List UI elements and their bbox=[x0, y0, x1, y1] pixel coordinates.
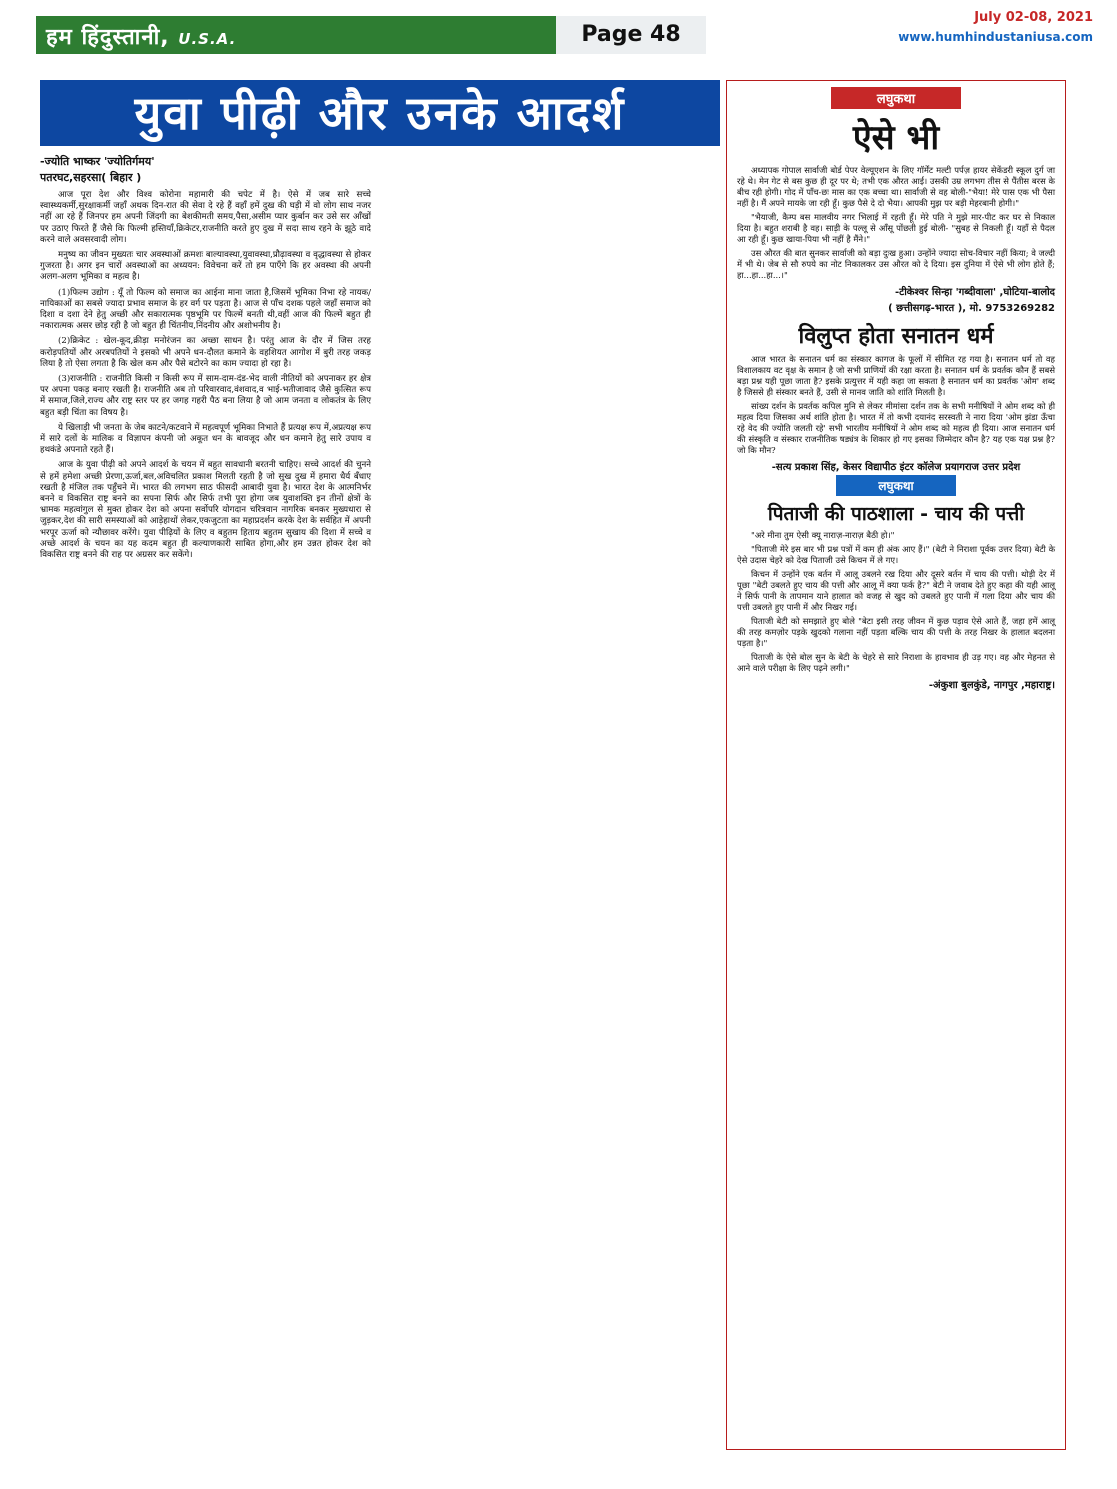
article-paragraph: आज के युवा पीढ़ी को अपने आदर्श के चयन में बहुत सावधानी बरतनी चाहिए। सच्चे आदर्श की चुनने से हमें हमेशा अच्छी प्रेरणा,ऊर्जा,बल,अविचलित प्रकाश मिलती रहती है जो सुख दुख में हमारा धैर्य बँधाए रखती है मंजिल तक पहुँचने में। भारत की लगभग साठ फीसदी आबादी युवा है। भारत देश के आत्मनिर्भर बनने व विकसित राष्ट्र बनने का सपना सिर्फ और सिर्फ तभी पूरा होगा जब युवाशक्ति इन तीनों क्षेत्रों के भ्रामक महत्वांगुल से मुक्त होकर देश को अपना सर्वोपरि योगदान चरित्रवान नागरिक बनकर मुख्यधारा से जुड़कर,देश की सारी समस्याओं को आड़ेहाथों लेकर,एकजुटता का महाप्रदर्शन करके देश के सर्वहित में अपनी भरपूर ऊर्जा को न्यौछावर करेंगे। युवा पीढ़ियों के लिए व बहुतम हिताय बहुतम सुखाय की दिशा में सच्चे व अच्छे आदर्श के चयन का यह कदम बहुत ही कल्याणकारी साबित होगा,और हम उन्नत होकर देश को विकसित राष्ट्र बनने की राह पर अग्रसर कर सकेंगे। bbox=[40, 460, 371, 561]
story-author: -अंकुशा बुलकुंडे, नागपुर ,महाराष्ट्र। bbox=[928, 680, 1055, 691]
story-paragraph: किचन में उन्होंने एक बर्तन में आलू उबलने रख दिया और दूसरे बर्तन में चाय की पत्ती। थोड़ी देर में पूछा "बेटी उबलते हुए चाय की पत्ती और आलू में क्या फर्क है?" बेटी ने जवाब देते हुए कहा की यही आलू ने सिर्फ पानी के तापमान याने हालात को वजह से खुद को उबलते हुए पानी में गला दिया और चाय की पत्ती उबलते हुए पानी में और निखर गई। bbox=[737, 569, 1055, 612]
story-paragraph: "पिताजी मेरे इस बार भी प्रश्न पत्रों में कम ही अंक आए हैं।" (बेटी ने निराशा पूर्वक उत्तर दिया) बेटी के ऐसे उदास चेहरे को देख पिताजी उसे किचन में ले गए। bbox=[737, 544, 1055, 565]
author-location: पतरघट,सहरसा( बिहार ) bbox=[40, 171, 142, 184]
story-paragraph: उस औरत की बात सुनकर सार्वाजी को बड़ा दुःख हुआ। उन्होंने ज्यादा सोच-विचार नहीं किया; वे जल्दी में भी थे। जेब से सौ रुपये का नोट निकालकर उस औरत को दे दिया। इस दुनिया में ऐसे भी लोग होते हैं; हा...हा...हा...।" bbox=[737, 248, 1055, 280]
publication-name bbox=[36, 16, 556, 54]
article-paragraph: मनुष्य का जीवन मुख्यतः चार अवस्थाओं क्रमशः बाल्यावस्था,युवावस्था,प्रौढ़ावस्था व वृद्धावस्था से होकर गुजरता है। अगर इन चारों अवस्थाओं का अध्ययन: विवेचना करें तो हम पाएँगे कि हर अवस्था की अपनी अलग-अलग भूमिका व महत्व है। bbox=[40, 250, 371, 283]
article-body bbox=[40, 190, 720, 1440]
story-title: विलुप्त होता सनातन धर्म bbox=[798, 324, 994, 349]
article-paragraph: (1)फिल्म उद्योग : यूँ तो फिल्म को समाज का आईना माना जाता है,जिसमें भूमिका निभा रहे नायक/नायिकाओं का सबसे ज्यादा प्रभाव समाज के हर वर्ग पर पड़ता है। आज से पाँच दशक पहले जहाँ समाज को दिशा व दशा देने हेतु अच्छी और सकारात्मक पृष्ठभूमि पर फिल्में बनती थी,वहीं आज की फिल्में बहुत ही नकारात्मक असर छोड़ रही है जो बहुत ही चिंतनीय,निंदनीय और अशोभनीय है। bbox=[40, 287, 371, 332]
article-paragraph: आज पूरा देश और विश्व कोरोना महामारी की चपेट में है। ऐसे में जब सारे सच्चे स्वास्थ्यकर्मी,सुरक्षाकर्मी जहाँ अथक दिन-रात की सेवा दे रहे हैं वहाँ हमें दुख की घड़ी में वो लोग साथ नजर नहीं आ रहे हैं जिनपर हम अपनी जिंदगी का बेशकीमती समय,पैसा,असीम प्यार कुर्बान कर उसे सर आँखों पर उठाए फिरते हैं जैसे कि फिल्मी हस्तियाँ,क्रिकेटर,राजनीति करते हुए दुख में सदा साथ रहने के झूठे वादे करने वाले अवसरवादी लोग। bbox=[40, 190, 371, 245]
story-body bbox=[727, 165, 1065, 281]
article-paragraph: (2)क्रिकेट : खेल-कूद,क्रीड़ा मनोरंजन का अच्छा साधन है। परंतु आज के दौर में जिस तरह करोड़पतियों और अरबपतियों ने इसको भी अपने धन-दौलत कमाने के वहशियत आगोश में बुरी तरह जकड़ लिया है तो ऐसा लगता है कि खेल कम और पैसे बटोरने का काम ज्यादा हो रहा है। bbox=[40, 336, 371, 369]
article-paragraph: (3)राजनीति : राजनीति किसी न किसी रूप में साम-दाम-दंड-भेद वाली नीतियों को अपनाकर हर क्षेत्र पर अपना पकड़ बनाए रखती है। राजनीति अब तो परिवारवाद,वंशवाद,व भाई-भतीजावाद जैसे कुत्सित रूप में समाज,जिले,राज्य और राष्ट्र स्तर पर हर जगह गहरी पैठ बना लिया है जो आम जनता व लोकतंत्र के लिए बहुत बड़ी चिंता का विषय है। bbox=[40, 374, 371, 418]
article-byline bbox=[40, 154, 720, 186]
brand-suffix: U.S.A. bbox=[178, 30, 237, 48]
brand-text: हम हिंदुस्तानी, bbox=[46, 25, 170, 50]
story-body bbox=[727, 354, 1065, 456]
story-title: पिताजी की पाठशाला - चाय की पत्ती bbox=[767, 503, 1025, 525]
article-paragraph: ये खिलाड़ी भी जनता के जेब काटने/कटवाने में महत्वपूर्ण भूमिका निभाते हैं प्रत्यक्ष रूप में,अप्रत्यक्ष रूप में सारे दलों के मालिक व विज्ञापन कंपनी जो अकूत धन के बावजूद और धन कमाने हेतु सारे उपाय व हथकंडे अपनाते रहते हैं। bbox=[40, 422, 371, 456]
story-paragraph: सांख्य दर्शन के प्रवर्तक कपिल मुनि से लेकर मीमांसा दर्शन तक के सभी मनीषियों ने ओम शब्द को ही महत्व दिया जिसका अर्थ शांति होता है। भारत में तो कभी दयानंद सरस्वती ने नारा दिया 'ओम झंडा ऊँचा रहे वेद की ज्योति जलती रहे' सभी भारतीय मनीषियों ने ओम शब्द को महत्व ही दिया। आज सनातन धर्म की संस्कृति व संस्कार राजनीतिक षड्यंत्र के शिकार हो गए इसका जिम्मेदार कौन है? यह एक यक्ष प्रश्न है? जो कि मौन? bbox=[737, 401, 1055, 455]
website-link[interactable]: www.humhindustaniusa.com bbox=[898, 30, 1093, 44]
story-author: -टीकेश्वर सिन्हा 'गब्दीवाला' ,घोटिया-बालोद bbox=[895, 287, 1055, 298]
page-number: Page 48 bbox=[556, 16, 706, 54]
story-paragraph: "भैयाजी, कैम्प बस मालवीय नगर भिलाई में रहती हूँ। मेरे पति ने मुझे मार-पीट कर घर से निकाल दिया है। बहुत शराबी है वह। साड़ी के पल्लू से आँसू पोंछती हुई बोली- "सुबह से निकली हूँ। यहाँ से पैदल आ रही हूँ। कुछ खाया-पिया भी नहीं है मैंने।" bbox=[737, 212, 1055, 244]
issue-date: July 02-08, 2021 bbox=[974, 10, 1093, 25]
story-paragraph: "अरे मीना तुम ऐसी क्यू नाराज़-नाराज़ बैठी हो।" bbox=[751, 530, 895, 540]
story-paragraph: पिताजी बेटी को समझाते हुए बोले "बेटा इसी तरह जीवन में कुछ पड़ाव ऐसे आते हैं, जहा हमें आलू की तरह कमज़ोर पड़के खुदको गलाना नहीं पड़ता बल्कि चाय की पत्ती के तरह निखर के हालात बदलना पड़ता है।" bbox=[737, 616, 1055, 648]
masthead bbox=[12, 8, 1105, 68]
story-author: -सत्य प्रकाश सिंह, केसर विद्यापीठ इंटर कॉलेज प्रयागराज उत्तर प्रदेश bbox=[771, 462, 1021, 473]
article-headline: युवा पीढ़ी और उनके आदर्श bbox=[40, 80, 720, 146]
section-tag: लघुकथा bbox=[836, 475, 956, 496]
story-author-location: ( छत्तीसगढ़-भारत ), मो. 9753269282 bbox=[888, 303, 1055, 314]
story-body bbox=[727, 530, 1065, 674]
main-article bbox=[40, 80, 720, 1450]
author-name: -ज्योति भाष्कर 'ज्योतिर्गमय' bbox=[40, 155, 155, 168]
story-paragraph: पिताजी के ऐसे बोल सुन के बेटी के चेहरे से सारे निराशा के हावभाव ही उड़ गए। वह और मेहनत से आने वाले परीक्षा के लिए पढ़ने लगी।" bbox=[737, 652, 1055, 673]
section-tag: लघुकथा bbox=[831, 87, 961, 109]
story-paragraph: आज भारत के सनातन धर्म का संस्कार कागज के फूलों में सीमित रह गया है। सनातन धर्म तो वह विशालकाय वट वृक्ष के समान है जो सभी प्राणियों की रक्षा करता है। सनातन धर्म के प्रवर्तक कौन हैं सबसे बड़ा प्रश्न यही पूछा जाता है? इसके प्रत्युत्तर में यही कहा जा सकता है सनातन धर्म का प्रवर्तक 'ओम' शब्द है जिससे ही संस्कार बनते हैं, उसी से मानव जाति को शांति मिलती है। bbox=[737, 354, 1055, 397]
story-paragraph: अध्यापक गोपाल सार्वाजी बोर्ड पेपर वेल्यूएशन के लिए गॉर्मेंट मल्टी पर्पज़ हायर सेकेंडरी स्कूल दुर्ग जा रहे थे। मेन गेट से बस कुछ ही दूर पर थे; तभी एक औरत आई। उसकी उम्र लगभग तीस से पैंतीस बरस के बीच रही होगी। गोद में पाँच-छः मास का एक बच्चा था। सार्वाजी से वह बोली-"भैया! मेरे पास एक भी पैसा नहीं है। मैं अपने मायके जा रही हूँ। कुछ पैसे दे दो भैया। आपकी मुझ पर बड़ी मेहरबानी होगी।" bbox=[737, 165, 1055, 208]
story-title: ऐसे भी bbox=[852, 118, 940, 158]
sidebar-stories bbox=[726, 80, 1066, 1450]
